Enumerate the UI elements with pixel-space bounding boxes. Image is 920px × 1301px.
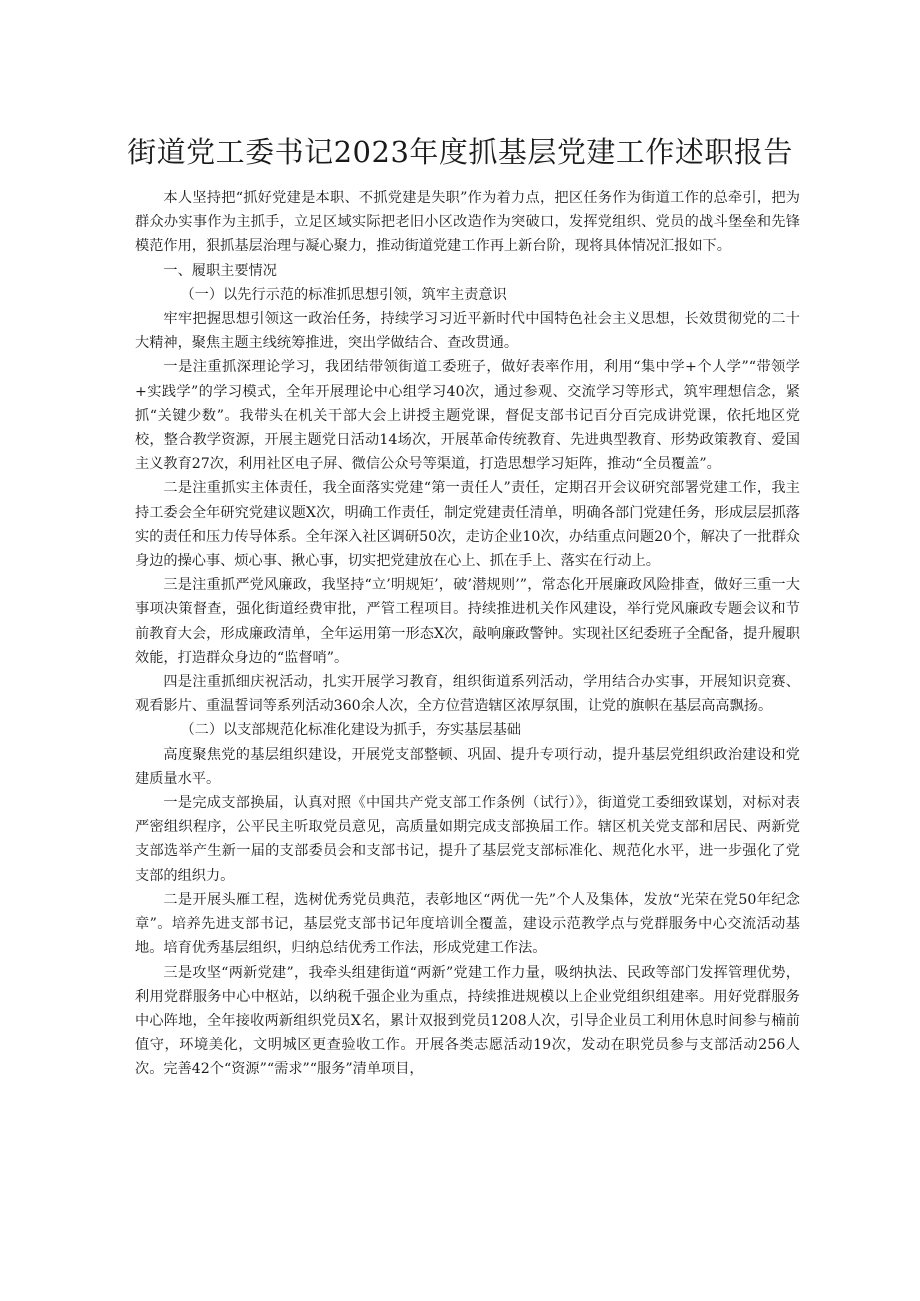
body-paragraph: 二是开展头雁工程，选树优秀党员典范，表彰地区“两优一先”个人及集体，发放“光荣在党50年纪念章”。培养先进支部书记，基层党支部书记年度培训全覆盖，建设示范教学点与党群服务中心交流活动基地。培育优秀基层组织，归纳总结优秀工作法，形成党建工作法。 — [135, 891, 800, 957]
subsection-heading: （二）以支部规范化标准化建设为抓手，夯实基层基础 — [180, 722, 521, 739]
body-paragraph: 三是注重抓严党风廉政，我坚持“立’明规矩’，破’潜规则’”，常态化开展廉政风险排查，做好三重一大事项决策督查，强化街道经费审批，严管工程项目。持续推进机关作风建设，举行党风廉政专题会议和节前教育大会，形成廉政清单，全年运用第一形态X次，敲响廉政警钟。实现社区纪委班子全配备，提升履职效能，打造群众身边的“监督哨”。 — [135, 577, 800, 666]
body-paragraph: 一是完成支部换届，认真对照《中国共产党支部工作条例（试行）》，街道党工委细致谋划，对标对表严密组织程序，公平民主听取党员意见，高质量如期完成支部换届工作。辖区机关党支部和居民、两新党支部选举产生新一届的支部委员会和支部书记，提升了基层党支部标准化、规范化水平，进一步强化了党支部的组织力。 — [135, 795, 800, 884]
document-body — [135, 186, 800, 1082]
document-title: 街道党工委书记2023年度抓基层党建工作述职报告 — [127, 135, 793, 169]
body-paragraph: 一是注重抓深理论学习，我团结带领街道工委班子，做好表率作用，利用“集中学+个人学”“带领学+实践学”的学习模式，全年开展理论中心组学习40次，通过参观、交流学习等形式，筑牢理想信念，紧抓“关键少数”。我带头在机关干部大会上讲授主题党课，督促支部书记百分百完成讲党课，依托地区党校，整合教学资源，开展主题党日活动14场次，开展革命传统教育、先进典型教育、形势政策教育、爱国主义教育27次，利用社区电子屏、微信公众号等渠道，打造思想学习矩阵，推动“全员覆盖”。 — [135, 359, 800, 473]
body-paragraph: 四是注重抓细庆祝活动，扎实开展学习教育，组织街道系列活动，学用结合办实事，开展知识竞赛、观看影片、重温誓词等系列活动360余人次，全方位营造辖区浓厚氛围，让党的旗帜在基层高高飘扬。 — [135, 674, 800, 715]
body-paragraph: 三是攻坚“两新党建”，我牵头组建街道“两新”党建工作力量，吸纳执法、民政等部门发挥管理优势，利用党群服务中心中枢站，以纳税千强企业为重点，持续推进规模以上企业党组织组建率。用好党群服务中心阵地，全年接收两新组织党员X名，累计双报到党员1208人次，引导企业员工利用休息时间参与楠前值守，环境美化，文明城区更查验收工作。开展各类志愿活动19次，发动在职党员参与支部活动256人次。完善42个“资源”“需求”“服务”清单项目， — [135, 964, 800, 1078]
body-paragraph: 牢牢把握思想引领这一政治任务，持续学习习近平新时代中国特色社会主义思想，长效贯彻党的二十大精神，聚焦主题主线统筹推进，突出学做结合、查改贯通。 — [135, 311, 800, 352]
body-paragraph: 高度聚焦党的基层组织建设，开展党支部整顿、巩固、提升专项行动，提升基层党组织政治建设和党建质量水平。 — [135, 746, 800, 787]
body-paragraph: 本人坚持把“抓好党建是本职、不抓党建是失职”作为着力点，把区任务作为街道工作的总牵引，把为群众办实事作为主抓手，立足区域实际把老旧小区改造作为突破口，发挥党组织、党员的战斗堡垒和先锋模范作用，狠抓基层治理与凝心聚力，推动街道党建工作再上新台阶，现将具体情况汇报如下。 — [135, 190, 800, 255]
body-paragraph: 二是注重抓实主体责任，我全面落实党建“第一责任人”责任，定期召开会议研究部署党建工作，我主持工委会全年研究党建议题X次，明确工作责任，制定党建责任清单，明确各部门党建任务，形成层层抓落实的责任和压力传导体系。全年深入社区调研50次，走访企业10次，办结重点问题20个，解决了一批群众身边的操心事、烦心事、揪心事，切实把党建放在心上、抓在手上、落实在行动上。 — [135, 480, 800, 570]
subsection-heading: （一）以先行示范的标准抓思想引领，筑牢主责意识 — [180, 286, 507, 303]
section-heading: 一、履职主要情况 — [163, 262, 277, 279]
